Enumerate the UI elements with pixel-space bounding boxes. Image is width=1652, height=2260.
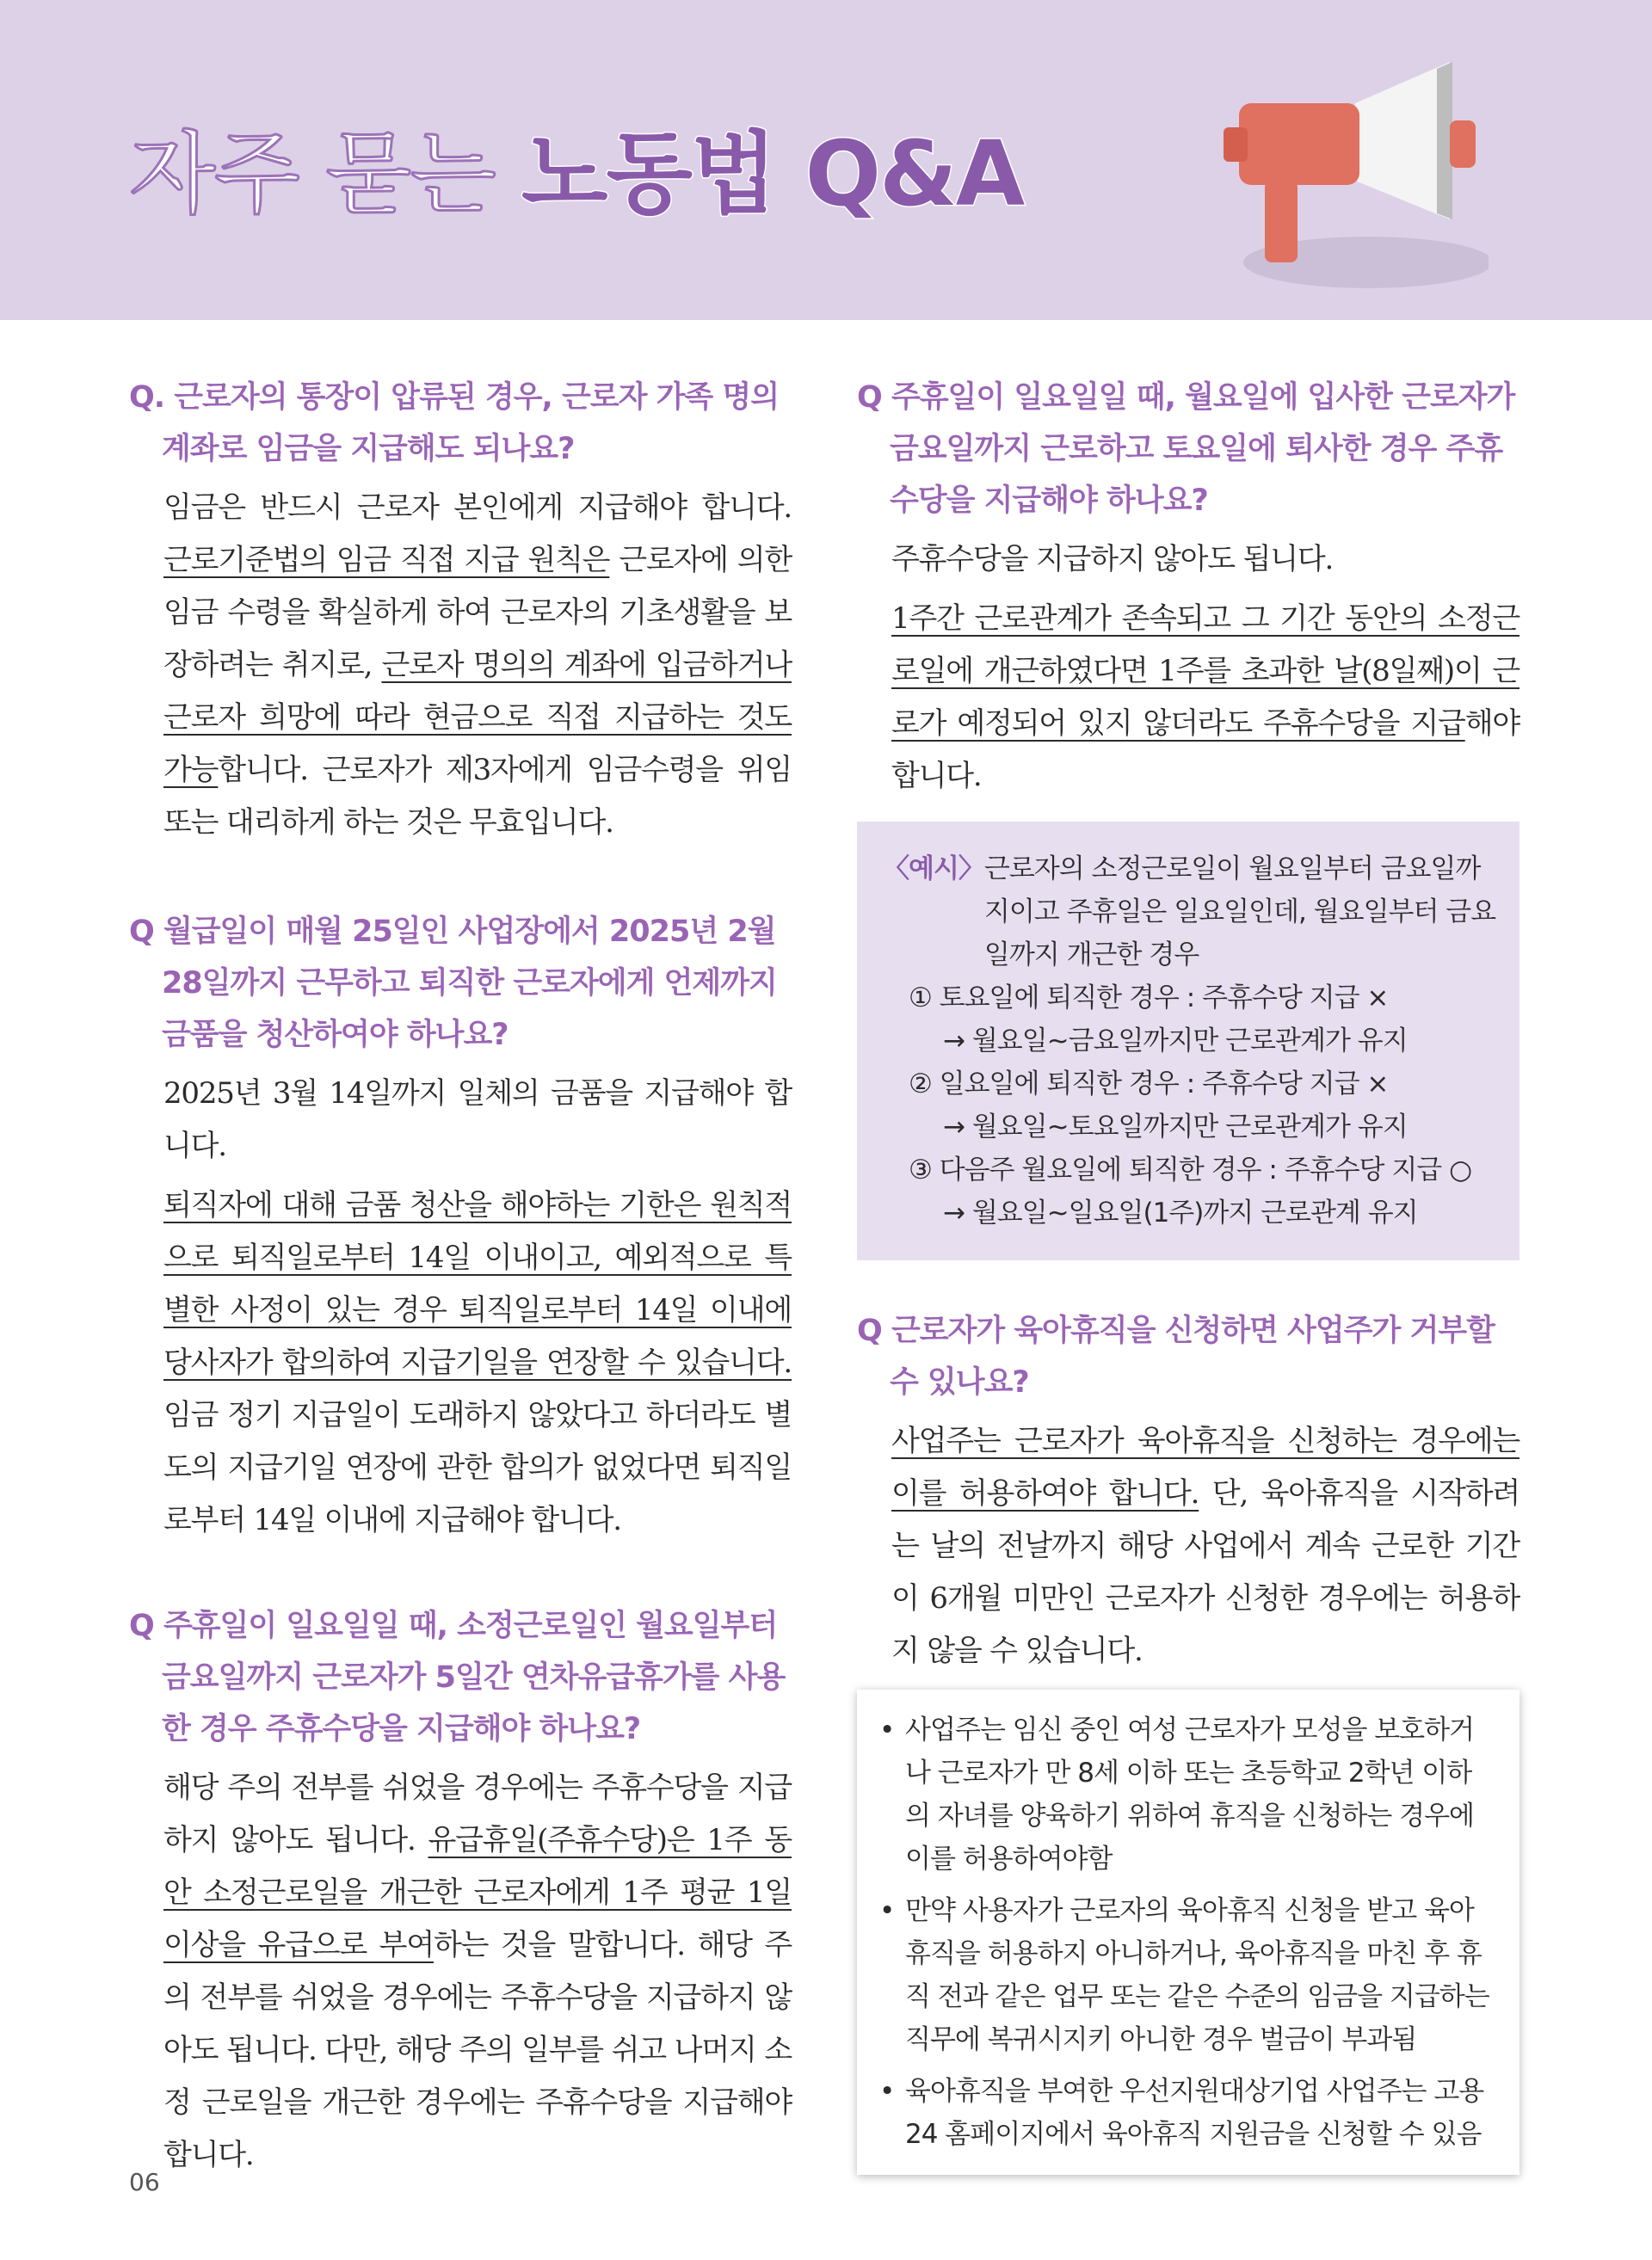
question-heading: Q 근로자가 육아휴직을 신청하면 사업주가 거부할 수 있나요?	[857, 1314, 1495, 1400]
title-bold: 노동법 Q&A	[521, 121, 1024, 226]
header-banner	[0, 0, 1652, 320]
qa-bank-account	[129, 372, 792, 849]
bullet-icon: •	[879, 1895, 895, 1926]
answer-underlined: 근로자 명의의 계좌에 입금하거나 근로자 희망에 따라 현금으로 직접 지급하는 것도 가능	[163, 648, 792, 787]
page-number: 06	[129, 2168, 160, 2196]
answer-part: 하는 것을 말합니다. 해당 주의 전부를 쉬었을 경우에는 주휴수당을 지급하지 않아도 됩니다. 다만, 해당 주의 일부를 쉬고 나머지 소정 근로일을 개근한 경우에는 주휴수당을 지급해야 합니다.	[163, 1928, 792, 2172]
qa-resign-saturday	[857, 372, 1519, 1260]
answer-part: 근로자에 의한 임금 수령을 확실하게 하여 근로자의 기초생활을 보장하려는 취지로,	[163, 543, 792, 682]
answer-part: 단, 육아휴직을 시작하려는 날의 전날까지 해당 사업에서 계속 근로한 기간이 6개월 미만인 근로자가 신청한 경우에는 허용하지 않을 수 있습니다.	[891, 1476, 1520, 1668]
info-text: 만약 사용자가 근로자의 육아휴직 신청을 받고 육아휴직을 허용하지 아니하거나, 육아휴직을 마친 후 휴직 전과 같은 업무 또는 같은 수준의 임금을 지급하는 직무에 복귀시지키 아니한 경우 벌금이 부과됨	[905, 1895, 1489, 2055]
bullet-icon: •	[879, 2076, 895, 2107]
qa-annual-leave-weekly-pay	[129, 1600, 792, 2182]
answer-underlined: 1주간 근로관계가 존속되고 그 기간 동안의 소정근로일에 개근하였다면 1주를 초과한 날(8일째)이 근로가 예정되어 있지 않더라도 주휴수당을 지급	[891, 601, 1519, 741]
answer-underlined: 퇴직자에 대해 금품 청산을 해야하는 기한은 원칙적으로 퇴직일로부터 14일 이내이고, 예외적으로 특별한 사정이 있는 경우 퇴직일로부터 14일 이내에 당사자가 합의하여 지급기일을 연장할 수 있습니다.	[163, 1188, 792, 1380]
answer-part: 임금은 반드시 근로자 본인에게 지급해야 합니다.	[163, 490, 792, 525]
answer-part: 해당 주의 전부를 쉬었을 경우에는 주휴수당을 지급하지 않아도 됩니다.	[163, 1770, 792, 1857]
example-case: ① 토요일에 퇴직한 경우 : 주휴수당 지급 ×	[909, 982, 1389, 1013]
megaphone-icon	[1205, 52, 1489, 297]
answer-part: 해야 합니다.	[891, 706, 1519, 793]
answer-text	[129, 1762, 792, 2182]
info-box	[857, 1690, 1519, 2175]
example-result: → 월요일~금요일까지만 근로관계가 유지	[943, 1025, 1408, 1056]
bullet-icon: •	[879, 1715, 895, 1746]
answer-text: 2025년 3월 14일까지 일체의 금품을 지급해야 합니다.	[163, 1076, 792, 1163]
example-result: → 월요일~일요일(1주)까지 근로관계 유지	[943, 1198, 1418, 1229]
info-list-item	[879, 1709, 1495, 1881]
answer-text	[857, 1415, 1519, 1678]
page-title	[129, 121, 1024, 226]
info-list-item	[879, 1889, 1495, 2061]
qa-final-settlement	[129, 906, 792, 1547]
qa-parental-leave	[857, 1305, 1519, 2175]
answer-underlined: 유급휴일(주휴수당)은 1주 동안 소정근로일을 개근한 근로자에게 1주 평균 1일 이상을 유급으로 부여	[163, 1823, 792, 1962]
info-text: 육아휴직을 부여한 우선지원대상기업 사업주는 고용24 홈페이지에서 육아휴직 지원금을 신청할 수 있음	[905, 2076, 1484, 2150]
question-heading: Q. 근로자의 통장이 압류된 경우, 근로자 가족 명의 계좌로 임금을 지급해도 되나요?	[129, 380, 780, 466]
question-heading: Q 주휴일이 일요일일 때, 소정근로일인 월요일부터 금요일까지 근로자가 5일간 연차유급휴가를 사용한 경우 주휴수당을 지급해야 하나요?	[129, 1609, 786, 1746]
answer-underlined: 근로기준법의 임금 직접 지급 원칙은	[163, 543, 610, 577]
example-case: ③ 다음주 월요일에 퇴직한 경우 : 주휴수당 지급 ○	[909, 1155, 1472, 1185]
answer-text	[129, 1179, 792, 1547]
answer-part: 합니다. 근로자가 제3자에게 임금수령을 위임 또는 대리하게 하는 것은 무효입니다.	[163, 753, 792, 840]
info-list-item	[879, 2070, 1495, 2156]
answer-part: 임금 정기 지급일이 도래하지 않았다고 하더라도 별도의 지급기일 연장에 관한 합의가 없었다면 퇴직일로부터 14일 이내에 지급해야 합니다.	[163, 1398, 792, 1537]
left-column	[129, 372, 792, 2182]
answer-text	[857, 593, 1519, 803]
answer-text	[129, 482, 792, 849]
example-box	[857, 822, 1519, 1260]
example-result: → 월요일~토요일까지만 근로관계가 유지	[943, 1112, 1408, 1142]
answer-underlined: 사업주는 근로자가 육아휴직을 신청하는 경우에는 이를 허용하여야 합니다.	[891, 1424, 1519, 1511]
right-column	[857, 372, 1519, 2175]
example-label: 〈예시〉	[883, 853, 984, 884]
answer-text: 주휴수당을 지급하지 않아도 됩니다.	[891, 542, 1334, 576]
question-heading: Q 주휴일이 일요일일 때, 월요일에 입사한 근로자가 금요일까지 근로하고 토요일에 퇴사한 경우 주휴수당을 지급해야 하나요?	[857, 380, 1515, 518]
example-intro-text: 근로자의 소정근로일이 월요일부터 금요일까지이고 주휴일은 일요일인데, 월요일부터 금요일까지 개근한 경우	[983, 853, 1496, 970]
question-heading: Q 월급일이 매월 25일인 사업장에서 2025년 2월 28일까지 근무하고 퇴직한 근로자에게 언제까지 금품을 청산하여야 하나요?	[129, 914, 777, 1052]
example-intro	[883, 847, 1497, 976]
info-text: 사업주는 임신 중인 여성 근로자가 모성을 보호하거나 근로자가 만 8세 이하 또는 초등학교 2학년 이하의 자녀를 양육하기 위하여 휴직을 신청하는 경우에 이를 허용하여야함	[905, 1715, 1474, 1875]
title-light: 자주 묻는	[129, 121, 521, 226]
example-case: ② 일요일에 퇴직한 경우 : 주휴수당 지급 ×	[909, 1068, 1389, 1099]
